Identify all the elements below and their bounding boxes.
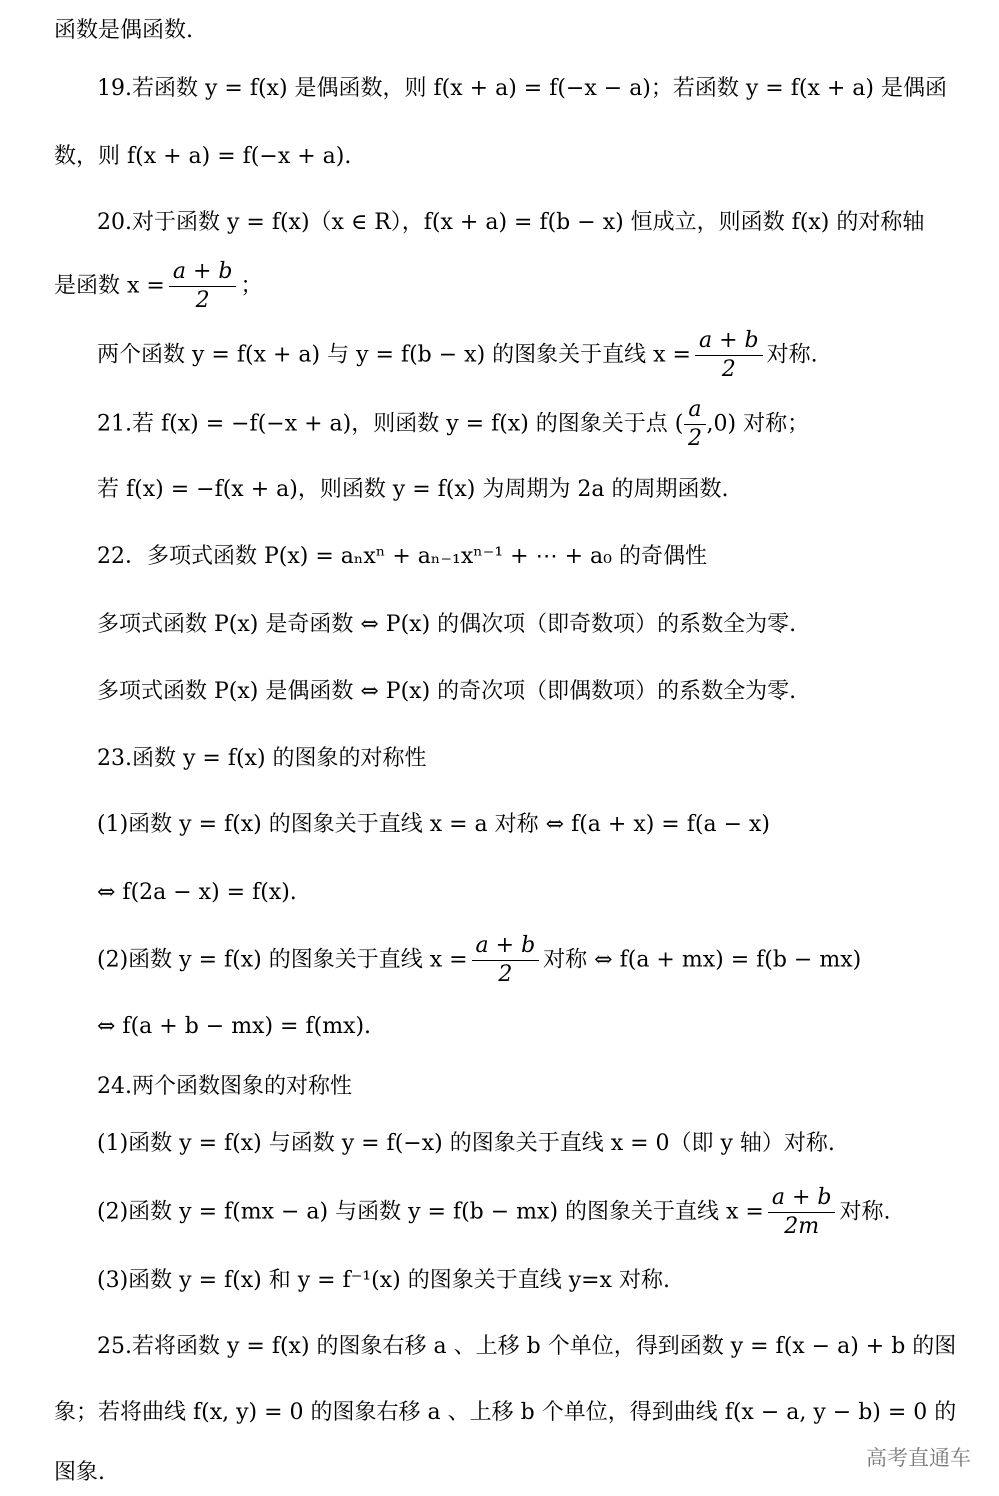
text-segment: 是函数 x = bbox=[54, 273, 165, 299]
item-22-line: 22．多项式函数 P(x) = aₙxⁿ + aₙ₋₁xⁿ⁻¹ + ⋯ + a₀ 的奇偶性 bbox=[97, 544, 707, 569]
fraction bbox=[472, 932, 540, 989]
text-segment: 对称. bbox=[766, 342, 818, 368]
fraction-denominator: 2 bbox=[498, 962, 513, 987]
fraction bbox=[684, 396, 705, 453]
text-segment: 对称. bbox=[839, 1199, 891, 1225]
item-20-line: 20.对于函数 y = f(x)（x ∈ R），f(x + a) = f(b − x) 恒成立，则函数 f(x) 的对称轴 bbox=[97, 210, 925, 235]
fraction-numerator: a bbox=[684, 396, 705, 425]
item-19-line: 19.若函数 y = f(x) 是偶函数，则 f(x + a) = f(−x − a)；若函数 y = f(x + a) 是偶函 bbox=[97, 76, 947, 101]
text-line bbox=[97, 932, 861, 989]
fraction-denominator: 2 bbox=[195, 288, 210, 313]
text-line: ⇔ f(2a − x) = f(x). bbox=[97, 880, 297, 905]
fraction bbox=[768, 1184, 836, 1241]
text-segment: (2)函数 y = f(mx − a) 与函数 y = f(b − mx) 的图象关于直线 x = bbox=[97, 1199, 764, 1225]
text-line: 图象. bbox=[54, 1460, 105, 1485]
text-segment: 21.若 f(x) = −f(−x + a)，则函数 y = f(x) 的图象关于点 ( bbox=[97, 411, 684, 437]
fraction-denominator: 2 bbox=[687, 426, 702, 451]
fraction bbox=[169, 258, 237, 315]
watermark: 高考直通车 bbox=[866, 1446, 971, 1470]
text-segment: ,0) 对称； bbox=[706, 411, 810, 437]
text-segment: 对称 ⇔ f(a + mx) = f(b − mx) bbox=[543, 947, 862, 973]
fraction-denominator: 2 bbox=[721, 357, 736, 382]
fraction bbox=[695, 327, 763, 384]
text-line: (1)函数 y = f(x) 与函数 y = f(−x) 的图象关于直线 x = 0（即 y 轴）对称. bbox=[97, 1131, 835, 1156]
text-line: 数，则 f(x + a) = f(−x + a). bbox=[54, 144, 352, 169]
fraction-numerator: a + b bbox=[695, 327, 763, 356]
text-segment: ； bbox=[240, 273, 263, 299]
text-line bbox=[54, 258, 262, 315]
text-line: (1)函数 y = f(x) 的图象关于直线 x = a 对称 ⇔ f(a + x) = f(a − x) bbox=[97, 812, 770, 837]
item-24-line: 24.两个函数图象的对称性 bbox=[97, 1074, 352, 1099]
text-line bbox=[97, 327, 818, 384]
fraction-denominator: 2m bbox=[784, 1214, 820, 1239]
text-line: (3)函数 y = f(x) 和 y = f⁻¹(x) 的图象关于直线 y=x 对称. bbox=[97, 1268, 670, 1293]
text-line: 函数是偶函数. bbox=[54, 18, 193, 43]
fraction-numerator: a + b bbox=[169, 258, 237, 287]
text-line bbox=[97, 1184, 890, 1241]
item-23-line: 23.函数 y = f(x) 的图象的对称性 bbox=[97, 746, 427, 771]
text-line: 多项式函数 P(x) 是偶函数 ⇔ P(x) 的奇次项（即偶数项）的系数全为零. bbox=[97, 679, 797, 704]
text-line: 多项式函数 P(x) 是奇函数 ⇔ P(x) 的偶次项（即奇数项）的系数全为零. bbox=[97, 612, 797, 637]
fraction-numerator: a + b bbox=[472, 932, 540, 961]
item-21-line bbox=[97, 396, 809, 453]
text-segment: (2)函数 y = f(x) 的图象关于直线 x = bbox=[97, 947, 468, 973]
fraction-numerator: a + b bbox=[768, 1184, 836, 1213]
item-25-line: 25.若将函数 y = f(x) 的图象右移 a 、上移 b 个单位，得到函数 y = f(x − a) + b 的图 bbox=[97, 1334, 957, 1359]
text-line: ⇔ f(a + b − mx) = f(mx). bbox=[97, 1014, 372, 1039]
text-line: 若 f(x) = −f(x + a)，则函数 y = f(x) 为周期为 2a 的周期函数. bbox=[97, 477, 729, 502]
text-line: 象；若将曲线 f(x, y) = 0 的图象右移 a 、上移 b 个单位，得到曲线 f(x − a, y − b) = 0 的 bbox=[54, 1400, 957, 1425]
text-segment: 两个函数 y = f(x + a) 与 y = f(b − x) 的图象关于直线 x = bbox=[97, 342, 691, 368]
